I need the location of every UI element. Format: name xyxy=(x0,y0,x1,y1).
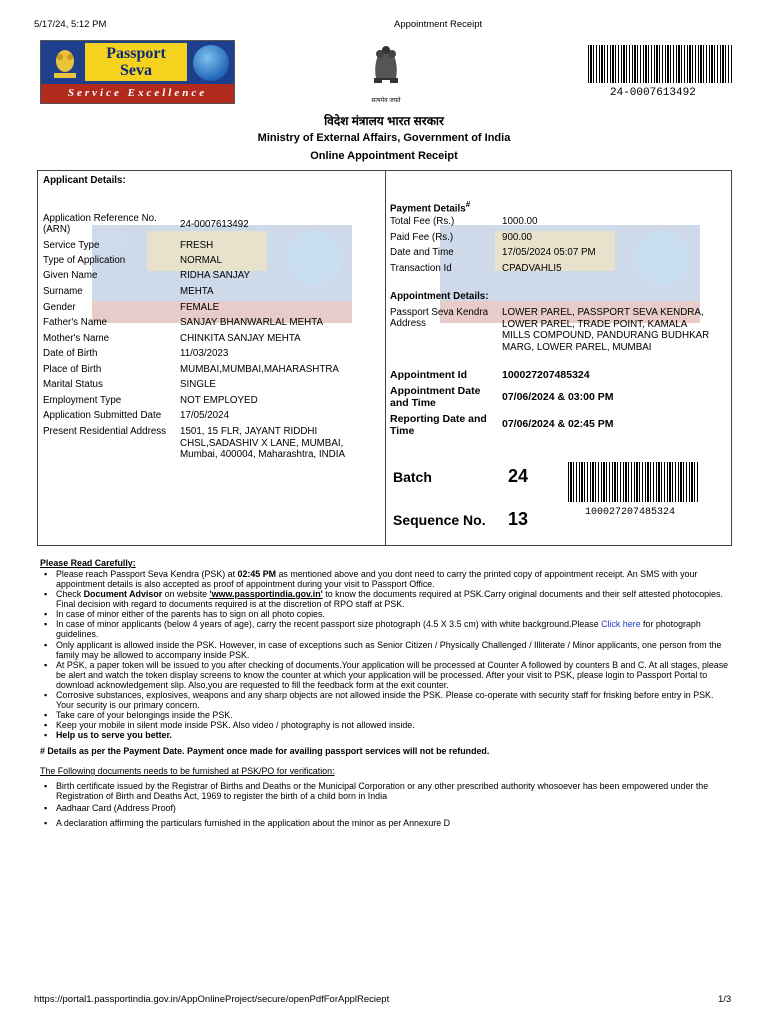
bullet: ▪ xyxy=(44,660,48,670)
documents-title: The Following documents needs to be furnished at PSK/PO for verification: xyxy=(40,766,335,776)
applicant-value: RIDHA SANJAY xyxy=(180,270,251,281)
batch-label: Batch xyxy=(393,469,432,485)
arn-barcode-text: 24-0007613492 xyxy=(610,87,696,99)
applicant-label: Application Reference No. (ARN) xyxy=(43,213,157,235)
reporting-datetime-label: Reporting Date and Time xyxy=(390,413,487,437)
appointment-datetime-label: Appointment Date and Time xyxy=(390,385,481,409)
appointment-id-value: 100027207485324 xyxy=(502,369,590,381)
appointment-id-label: Appointment Id xyxy=(390,369,467,381)
payment-label: Transaction Id xyxy=(390,263,452,274)
hindi-heading: विदेश मंत्रालय भारत सरकार xyxy=(324,114,444,128)
payment-value: 900.00 xyxy=(502,232,532,243)
applicant-label: Father's Name xyxy=(43,317,107,328)
document-item-3: A declaration affirming the particulars furnished in the application about the minor as per Annexure D xyxy=(56,818,451,828)
applicant-value: NOT EMPLOYED xyxy=(180,395,258,406)
applicant-label: Marital Status xyxy=(43,379,103,390)
page-url: https://portal1.passportindia.gov.in/AppOnlineProject/secure/openPdfForApplReciept xyxy=(34,994,390,1005)
applicant-label: Mother's Name xyxy=(43,333,110,344)
applicant-label: Gender xyxy=(43,302,76,313)
bullet: ▪ xyxy=(44,619,48,629)
arn-barcode xyxy=(588,45,732,83)
payment-value: 17/05/2024 05:07 PM xyxy=(502,247,596,258)
applicant-value: 1501, 15 FLR, JAYANT RIDDHI CHSL,SADASHIV X LANE, MUMBAI, Mumbai, 400004, Maharashtra, INDIA xyxy=(180,426,345,460)
batch-value: 24 xyxy=(508,466,529,486)
page-number: 1/3 xyxy=(718,994,732,1005)
applicant-label: Type of Application xyxy=(43,255,126,266)
print-datetime: 5/17/24, 5:12 PM xyxy=(34,19,107,30)
applicant-value: 17/05/2024 xyxy=(180,410,230,421)
applicant-label: Given Name xyxy=(43,270,98,281)
emblem-caption: सत्यमेव जयते xyxy=(371,98,401,104)
applicant-value: NORMAL xyxy=(180,255,222,266)
applicant-value: CHINKITA SANJAY MEHTA xyxy=(180,333,301,344)
applicant-value: 11/03/2023 xyxy=(180,348,229,359)
applicant-label: Service Type xyxy=(43,240,100,251)
payment-label: Date and Time xyxy=(390,247,454,258)
bullet: ▪ xyxy=(44,569,48,579)
applicant-value: MUMBAI,MUMBAI,MAHARASHTRA xyxy=(180,364,339,375)
globe-icon xyxy=(193,45,229,81)
applicant-label: Application Submitted Date xyxy=(43,410,162,421)
payment-footnote: # Details as per the Payment Date. Payment once made for availing passport services will not be refunded. xyxy=(40,746,490,756)
appointment-barcode-text: 100027207485324 xyxy=(585,507,676,518)
payment-value: CPADVAHLI5 xyxy=(502,263,562,274)
instructions-title: Please Read Carefully: xyxy=(40,558,136,568)
applicant-value: SANJAY BHANWARLAL MEHTA xyxy=(180,317,323,328)
applicant-value: 24-0007613492 xyxy=(180,219,249,230)
applicant-label: Place of Birth xyxy=(43,364,102,375)
bullet: ▪ xyxy=(44,803,48,813)
instruction-item-3: In case of minor either of the parents has to sign on all photo copies. xyxy=(56,609,325,619)
bullet: ▪ xyxy=(44,710,48,720)
photo-guidelines-link[interactable]: Click here xyxy=(601,619,641,629)
bullet: ▪ xyxy=(44,609,48,619)
bullet: ▪ xyxy=(44,781,48,791)
sequence-value: 13 xyxy=(508,509,529,529)
document-item-2: Aadhaar Card (Address Proof) xyxy=(56,803,176,813)
emblem-icon xyxy=(51,47,79,80)
instruction-item-4: In case of minor applicants (below 4 years of age), carry the recent passport size photograph (4.5 X 3.5 cm) with white background.Please Click here for photograph guidelines. xyxy=(56,619,701,639)
instruction-item-7: Corrosive substances, explosives, weapons and any sharp objects are not allowed inside the PSK. Please co-operate with security staff for frisking before entry in PSK. Your security is our primary concern. xyxy=(56,690,714,710)
instruction-item-8: Take care of your belongings inside the PSK. xyxy=(56,710,233,720)
logo-line-2: Seva xyxy=(120,62,152,79)
passport-seva-logo xyxy=(40,40,235,104)
logo-tagline: Service Excellence xyxy=(41,84,234,103)
bullet: ▪ xyxy=(44,640,48,650)
applicant-section-title: Applicant Details: xyxy=(43,175,126,186)
logo-line-1: Passport xyxy=(106,45,166,62)
sequence-label: Sequence No. xyxy=(393,512,486,528)
instruction-item-6: At PSK, a paper token will be issued to you after checking of documents.Your application will be processed at Counter A followed by counters B and C. At all stages, please be alert and watch the token display screens to know the counter at which your application will be processed. After your visit to PSK, please login to Passport Portal to download acknowledgement slip. Also,you are requested to fill the feedback form at the exit counter. xyxy=(56,660,729,690)
payment-label: Total Fee (Rs.) xyxy=(390,216,455,227)
psk-value: LOWER PAREL, PASSPORT SEVA KENDRA, LOWER PAREL, TRADE POINT, KAMALA MILLS COMPOUND, PANDURANG BUDHKAR MARG, LOWER PAREL, MUMBAI xyxy=(502,307,710,353)
appointment-section-title: Appointment Details: xyxy=(390,291,489,302)
national-emblem-icon xyxy=(368,40,404,94)
box-divider xyxy=(385,170,386,546)
applicant-label: Employment Type xyxy=(43,395,122,406)
instruction-item-9: Keep your mobile in silent mode inside PSK. Also video / photography is not allowed inside. xyxy=(56,720,415,730)
bullet: ▪ xyxy=(44,730,48,740)
bullet: ▪ xyxy=(44,589,48,599)
appointment-datetime-value: 07/06/2024 & 03:00 PM xyxy=(502,391,614,403)
applicant-value: FRESH xyxy=(180,240,214,251)
applicant-value: MEHTA xyxy=(180,286,214,297)
instruction-item-2: Check Document Advisor on website 'www.passportindia.gov.in' to know the documents required at PSK.Carry original documents and their self attested photocopies. Final decision with regard to documents required is at the discretion of RPO staff at PSK. xyxy=(56,589,723,609)
payment-value: 1000.00 xyxy=(502,216,538,227)
instruction-item-1: Please reach Passport Seva Kendra (PSK) at 02:45 PM as mentioned above and you dont need to carry the printed copy of appointment receipt. An SMS with your appointment details is also accepted as proof of appointment during your visit to Passport Office. xyxy=(56,569,698,589)
payment-label: Paid Fee (Rs.) xyxy=(390,232,454,243)
applicant-value: FEMALE xyxy=(180,302,220,313)
bullet: ▪ xyxy=(44,818,48,828)
psk-label: Passport Seva Kendra Address xyxy=(390,307,489,329)
appointment-barcode xyxy=(568,462,700,502)
bullet: ▪ xyxy=(44,720,48,730)
bullet: ▪ xyxy=(44,690,48,700)
document-item-1: Birth certificate issued by the Registrar of Births and Deaths or the Municipal Corporation or any other prescribed authority whosoever has been empowered under the Registration of Birth and Deaths Act, 1969 to register the birth of a child born in India xyxy=(56,781,709,801)
applicant-label: Present Residential Address xyxy=(43,426,167,437)
ministry-heading: Ministry of External Affairs, Government of India xyxy=(257,132,511,144)
instruction-item-5: Only applicant is allowed inside the PSK. However, in case of exceptions such as Senior Citizen / Physically Challenged / Illiterate / Minor applicants, one person from the family may be allowed to accompany inside PSK. xyxy=(56,640,722,660)
receipt-heading: Online Appointment Receipt xyxy=(310,150,458,162)
applicant-label: Date of Birth xyxy=(43,348,98,359)
applicant-value: SINGLE xyxy=(180,379,216,390)
reporting-datetime-value: 07/06/2024 & 02:45 PM xyxy=(502,418,614,430)
print-title: Appointment Receipt xyxy=(394,19,483,30)
applicant-label: Surname xyxy=(43,286,83,297)
payment-section-title: Payment Details# xyxy=(390,200,471,215)
instruction-item-10: Help us to serve you better. xyxy=(56,730,172,740)
